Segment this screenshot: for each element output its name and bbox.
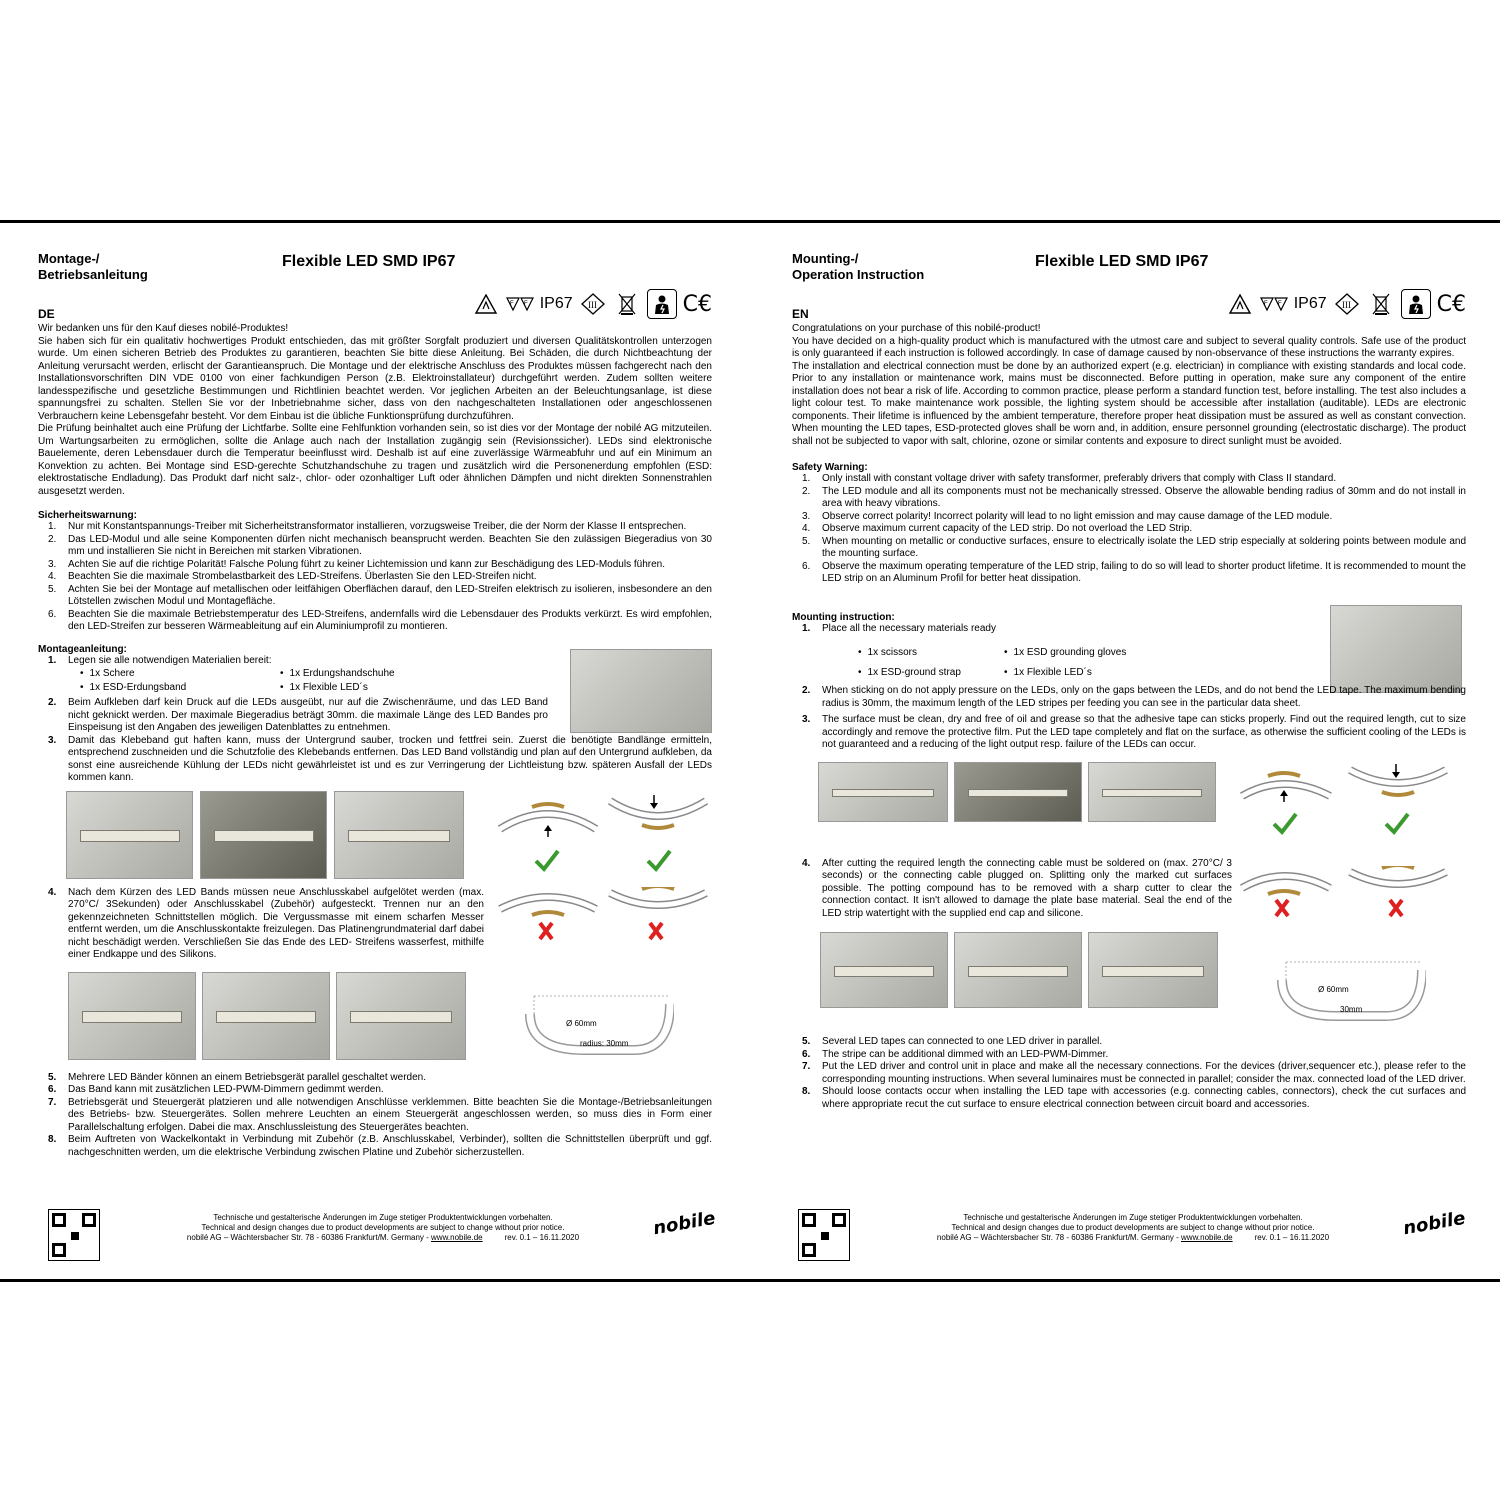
intro-paragraph: You have decided on a high-quality product which is manufactured with the utmost care and subject to several quality controls. Safe use of the product is only guaranteed if each instruction is followed accordingly. In case of damage caused by non-observance of these instructions the warranty expires. [792,335,1466,359]
safety-item: 1. Nur mit Konstantspannungs-Treiber mit Sicherheitstransformator installieren, vorzugsweise Treiber, die der Norm der Klasse II entsprechen. [48,521,687,532]
safety-item: 1. Only install with constant voltage driver with safety transformer, preferably drivers that comply with Class II standard. [802,473,1337,484]
revision: rev. 0.1 – 16.11.2020 [504,1233,580,1242]
qr-code-icon[interactable] [798,1209,850,1261]
photo-row-2 [792,932,1466,1036]
connector-photo [954,932,1082,1008]
safety-title: Safety Warning: [792,462,868,473]
safety-item: 6. Beachten Sie die maximale Betriebstemperatur des LED-Streifens, andernfalls wird die Lebensdauer des Produkts verkürzt. Es wird empfohlen, den LED-Streifen zur besseren Wärmeableitung auf ein Aluminiumprofil zu montieren. [48,608,712,632]
material-item: • 1x Schere [80,667,280,681]
certification-symbols [472,289,712,319]
intro-paragraph-2: Die Prüfung beinhaltet auch eine Prüfung der Lichtfarbe. Sollte eine Fehlfunktion vorhanden sein, so ist dies vor der Montage der nobilé AG mitzuteilen. Um Wartungsarbeiten zu ermöglichen, sollte die Anlage auch nach der Installation zugängig sein (Revisionssicher). LEDs sind elektronische Bauelemente, deren Lebensdauer durch die Temperatur beeinflusst wird. Deshalb ist auf eine zuverlässige Wärmeabfuhr und auf ein Minimum an Konvektion zu achten. Bei Montage sind ESD-gerechte Schutzhandschuhe zu tragen und zusätzlich wird die Personenerdung empfohlen (ESD: elektrostatische Endladung). Das Produkt darf nicht salz-, chlor- oder ozonhaltiger Luft oder ähnlichen Dämpfen und nicht direkten Sonnenstrahlen ausgesetzt werden. [38,423,712,497]
safety-item: 2. The LED module and all its components must not be mechanically stressed. Observe the allowable bending radius of 30mm and do not install in area with heavy vibrations. [802,485,1466,509]
material-item: • 1x Erdungshandschuhe [280,667,460,681]
page-de [0,223,750,1279]
bending-wrong-diagram [496,887,710,947]
intro-thanks: Congratulations on your purchase of this nobilé-product! [792,323,1041,334]
material-item: • 1x ESD-Erdungsband [80,681,280,695]
page-footer [790,1209,1466,1279]
svg-text:F: F [1263,301,1268,307]
mounting-steps-1-3 [38,655,708,668]
weee-bin-icon [613,289,641,319]
qualified-electrician-icon [647,289,677,319]
safety-item: 3. Achten Sie auf die richtige Polarität! Falsche Polung führt zu keiner Lichtemission und kann zur Beschädigung des LED-Moduls führen. [48,558,666,570]
svg-text:F: F [509,301,514,307]
language-row [38,291,712,323]
step-item: 1. Place all the necessary materials ready [802,622,996,634]
photo-row-2 [38,972,712,1072]
material-item: • 1x scissors [858,643,1004,663]
safety-title: Sicherheitswarnung: [38,510,137,521]
cutting-photo [818,762,948,822]
silicone-photo [1088,932,1218,1008]
ip-rating: IP67 [539,295,573,312]
footer-text: Technische und gestalterische Änderungen im Zuge stetiger Produktentwicklungen vorbehalten. Technical and design changes due to product developments are subject to change without prior notice. nobilé AG – Wächtersbacher Str. 78 - 60386 Frankfurt/M. Germany - www.nobile.de rev. 0.1 – 16.11.2020 [186,1213,580,1242]
nobile-logo: nobile [1402,1207,1468,1240]
svg-text:F: F [523,301,528,307]
class-iii-icon [1333,289,1361,319]
bending-correct-diagram [1238,762,1458,842]
safety-item: 6. Observe the maximum operating temperature of the LED strip, failing to do so will lead to shorter product lifetime. It is recommended to mount the LED strip on an Aluminum Profil for better heat dissipation. [802,560,1466,584]
tape-peel-photo [68,972,196,1060]
step-item: 1. Legen sie alle notwendigen Materialien bereit: [48,654,272,666]
step-item: 6. Das Band kann mit zusätzlichen LED-PWM-Dimmern gedimmt werden. [48,1084,384,1095]
safety-item: 5. When mounting on metallic or conductive surfaces, ensure to electrically isolate the LED strip especially at soldering points between module and the mounting surface. [802,535,1466,559]
language-row [792,291,1466,323]
mounting-step-4 [38,887,484,962]
website-link[interactable]: www.nobile.de [431,1233,483,1242]
certification-symbols [1226,289,1466,319]
silicone-photo [336,972,466,1060]
nobile-logo: nobile [652,1207,718,1240]
svg-text:F: F [1277,301,1282,307]
ce-mark-icon: C€ [1436,291,1466,317]
revision: rev. 0.1 – 16.11.2020 [1254,1233,1330,1242]
radius-diagram [524,984,674,1060]
qr-code-icon[interactable] [48,1209,100,1261]
header-subtitle: Montage-/ Betriebsanleitung [38,251,148,282]
intro-thanks: Wir bedanken uns für den Kauf dieses nobilé-Produktes! [38,323,289,334]
material-item: • 1x ESD-ground strap [858,663,1004,683]
step-item: 7. Betriebsgerät und Steuergerät platzieren und alle notwendigen Anschlüsse verklemmen. Bitte beachten Sie die Montage-/Betriebsanleitungen des Betriebs- bzw. Steuergerätes. Sollen mehrere Leuchten an einem Steuergerät angeschlossen werden, so muss dies in Form einer Parallelschaltung erfolgen. Dabei die max. Anschlussleistung des Steuergerätes beachten. [48,1096,712,1133]
intro-paragraph: Sie haben sich für ein qualitativ hochwertiges Produkt entschieden, das mit größter Sorgfalt produziert und diversen Qualitätskontrollen unterzogen wurde. Um einen sicheren Betrieb des Produktes zu garantieren, beachten Sie bitte diese Anleitung. Bei Schäden, die durch Nichtbeachtung der Anleitung verursacht werden, erlischt der Garantieanspruch. Die Montage und der elektrische Anschluss des Produktes müssen fachgerecht nach den Installationsvorschriften DIN VDE 0100 von einer fachkundigen Person (z.B. Elektroinstallateur) durchgeführt werden. Zudem sollten weitere landesspezifische und gesetzliche Bestimmungen und Richtlinien beachtet werden. Vor jeglichen Arbeiten an der Beleuchtungsanlage, ist diese spannungsfrei zu schalten. Stellen Sie vor der Inbetriebnahme sicher, dass von den nachgeschalteten Installationen oder angeschlossenen Verbrauchern keine Lebensgefahr besteht. Vor dem Einbau ist die übliche Funktionsprüfung durchzuführen. [38,335,712,422]
material-item: • 1x Flexible LED´s [1004,663,1184,683]
mounting-steps-5-8 [792,1036,1466,1111]
svg-text:III: III [1341,300,1351,310]
cut-closeup-photo [200,791,327,879]
bending-correct-diagram [496,789,710,877]
diameter-label: Ø 60mm [1318,985,1349,994]
photo-row-1 [38,791,712,887]
step-item: 6. The stripe can be additional dimmed with an LED-PWM-Dimmer. [802,1048,1109,1060]
website-link[interactable]: www.nobile.de [1181,1233,1233,1242]
intro-paragraph-2: The installation and electrical connection must be done by an authorized expert (e.g. electrician) in compliance with existing standards and local code. Prior to any installation or maintenance work, mains must be disconnected. Before putting in operation, make sure any component of the entire installation does not bear a risk of life. According to common practice, please perform a standard function test, before installing. The test also includes a light colour test. To make maintenance work possible, the lighting system should be accessible after installation (auditable). LEDs are electronic components. Their lifetime is influenced by the ambient temperature, therefore proper heat dissipation must be assured as well as constant convection. When mounting the LED tapes, ESD-protected gloves shall be worn and, in addition, ensure personnel grounding (electrostatic discharge). The product shall not be subjected to vapor with salt, chlorine, ozone or similar contents and exposure to direct sunlight must be avoided. [792,360,1466,447]
mounting-step-3 [38,735,712,785]
photo-row-1 [792,762,1466,858]
strip-photo [334,791,464,879]
step-item: 2. When sticking on do not apply pressure on the LEDs, only on the gaps between the LEDs, and do not bend the LED tape. The maximum bending radius is 30mm, the maximum length of the LED stripes per feeding you can see in the particular data sheet. [802,685,1466,709]
safety-item: 4. Observe maximum current capacity of the LED strip. Do not overload the LED Strip. [802,523,1193,534]
footer-text: Technische und gestalterische Änderungen im Zuge stetiger Produktentwicklungen vorbehalten. Technical and design changes due to product developments are subject to change without prior notice. nobilé AG – Wächtersbacher Str. 78 - 60386 Frankfurt/M. Germany - www.nobile.de rev. 0.1 – 16.11.2020 [936,1213,1330,1242]
step-item: 8. Should loose contacts occur when installing the LED tape with accessories (e.g. connecting cables, connectors), check the cut surfaces and where appropriate recut the cut surface to ensure electrical connection between circuit board and accessories. [802,1086,1466,1110]
mounting-title: Montageanleitung: [38,643,127,655]
document-sheet [0,220,1500,1282]
language-code: EN [792,307,809,321]
class-iii-icon [579,289,607,319]
language-code: DE [38,307,55,321]
safety-item: 5. Achten Sie bei der Montage auf metallischen oder leitfähigen Oberflächen darauf, den LED-Streifen elektrisch zu isolieren, insbesondere an den Lötstellen zwischen Modul und Montagefläche. [48,583,712,607]
page-title: Flexible LED SMD IP67 [282,253,456,270]
step-item: 3. The surface must be clean, dry and free of oil and grease so that the adhesive tape can sticks properly. Find out the required length, cut to size accordingly and remove the protective film. Put the LED tape completely and flat on the surface, as otherwise the sufficient cooling of the LEDs is not guaranteed and a reducing of the light output resp. failure of the LEDs can occur. [802,714,1466,750]
diameter-label: Ø 60mm [566,1018,597,1028]
mounting-step-4 [792,858,1232,921]
esd-warning-icon [472,289,500,319]
ip-rating: IP67 [1293,295,1327,312]
cut-closeup-photo [954,762,1082,822]
mounting-title: Mounting instruction: [792,611,895,623]
page-en [750,223,1500,1279]
connector-photo [202,972,330,1060]
safety-item: 3. Observe correct polarity! Incorrect polarity will lead to no light emission and may cause damage of the LED module. [802,510,1333,522]
mounting-step-1 [792,623,1466,636]
radius-diagram [1276,950,1426,1026]
step-item: 2. Beim Aufkleben darf kein Druck auf die LEDs ausgeübt, nur auf die Zwischenräume, und das LED Band nicht geknickt werden. Der maximale Biegeradius beträgt 30mm. die maximale Länge des LED Bandes pro Einspeisung ist den Angaben des jeweiligen Datenblattes zu entnehmen. [48,697,548,733]
esd-warning-icon [1226,289,1254,319]
mounting-steps-2-3 [38,697,548,735]
cutting-photo [66,791,193,879]
material-item: • 1x Flexible LED´s [280,681,460,695]
step-item: 3. Damit das Klebeband gut haften kann, muss der Untergrund sauber, trocken und fettfrei sein. Zuerst die benötigte Bandlänge ermitteln, entsprechend zuschneiden und die Schutzfolie des Klebebands entfernen. Das LED Band vollständig und plan auf den Untergrund aufkleben, da sonst eine ausreichende Kühlung der LEDs nicht gewährleistet ist und es zur Verringerung der Lichtleistung bzw. späteren Ausfall der LEDs kommen kann. [48,734,712,783]
strip-photo [1088,762,1216,822]
furniture-mount-icon [506,289,534,319]
mounting-steps-5-8 [38,1072,712,1160]
tape-peel-photo [820,932,948,1008]
header-subtitle: Mounting-/ Operation Instruction [792,251,925,282]
safety-item: 4. Beachten Sie die maximale Strombelastbarkeit des LED-Streifens. Überlasten Sie den LED-Streifen nicht. [48,571,537,582]
weee-bin-icon [1367,289,1395,319]
svg-text:III: III [587,300,597,310]
materials-photo [1330,605,1462,693]
safety-list [792,473,1466,586]
page-title: Flexible LED SMD IP67 [1035,253,1209,270]
step-item: 8. Beim Auftreten von Wackelkontakt in Verbindung mit Zubehör (z.B. Anschlusskabel, Verbinder), sollten die Schnittstellen überprüft und ggf. nachgeschnitten werden, um die elektrische Verbindung zwischen Platine und Zubehör sicherzustellen. [48,1134,712,1158]
page-footer [40,1209,716,1279]
ce-mark-icon: C€ [682,291,712,317]
step-item: 4. Nach dem Kürzen des LED Bands müssen neue Anschlusskabel aufgelötet werden (max. 270°C/ 3Sekunden) oder Anschlusskabel (Zubehör) aufgesteckt. Trennen nur an den gekennzeichneten Schnittstellen möglich. Die Vergussmasse mit einem scharfen Messer entfernt werden, um die Anschlusskontakte freizulegen. Das Platinengrundmaterial darf dabei nicht beschädigt werden. Verschließen Sie das Ende des LED- Streifens wasserfest, mithilfe einer Endkappe und des Silikons. [48,886,484,960]
mounting-steps-2-3 [792,685,1466,752]
safety-list [38,521,712,634]
step-item: 5. Several LED tapes can connected to one LED driver in parallel. [802,1036,1103,1047]
step-item: 5. Mehrere LED Bänder können an einem Betriebsgerät parallel geschaltet werden. [48,1071,426,1083]
step-item: 7. Put the LED driver and control unit in place and make all the necessary connections. For the devices (driver,sequencer etc.), please refer to the corresponding mounting instructions. When several luminaires must be connected in parallel; consider the max. connected load of the LED driver. [802,1061,1466,1085]
material-item: • 1x ESD grounding gloves [1004,643,1184,663]
bending-wrong-diagram [1238,866,1458,922]
furniture-mount-icon [1260,289,1288,319]
step-item: 4. After cutting the required length the connecting cable must be soldered on (max. 270°C/ 3 seconds) or the connecting cable plugged on. Splitting only the marked cut surfaces possible. The potting compound has to be removed with a sharp cutter to clear the connection contact. It isn't allowed to damage the plate base material. Seal the end of the LED strip watertight with the supplied end cap and silicone. [802,857,1232,919]
qualified-electrician-icon [1401,289,1431,319]
safety-item: 2. Das LED-Modul und alle seine Komponenten dürfen nicht mechanisch beansprucht werden. Beachten Sie den zulässigen Biegeradius von 30 mm und installieren Sie nicht in Bereichen mit starken Vibrationen. [48,533,712,557]
radius-label: 30mm [1340,1005,1363,1014]
radius-label: radius: 30mm [580,1038,629,1048]
